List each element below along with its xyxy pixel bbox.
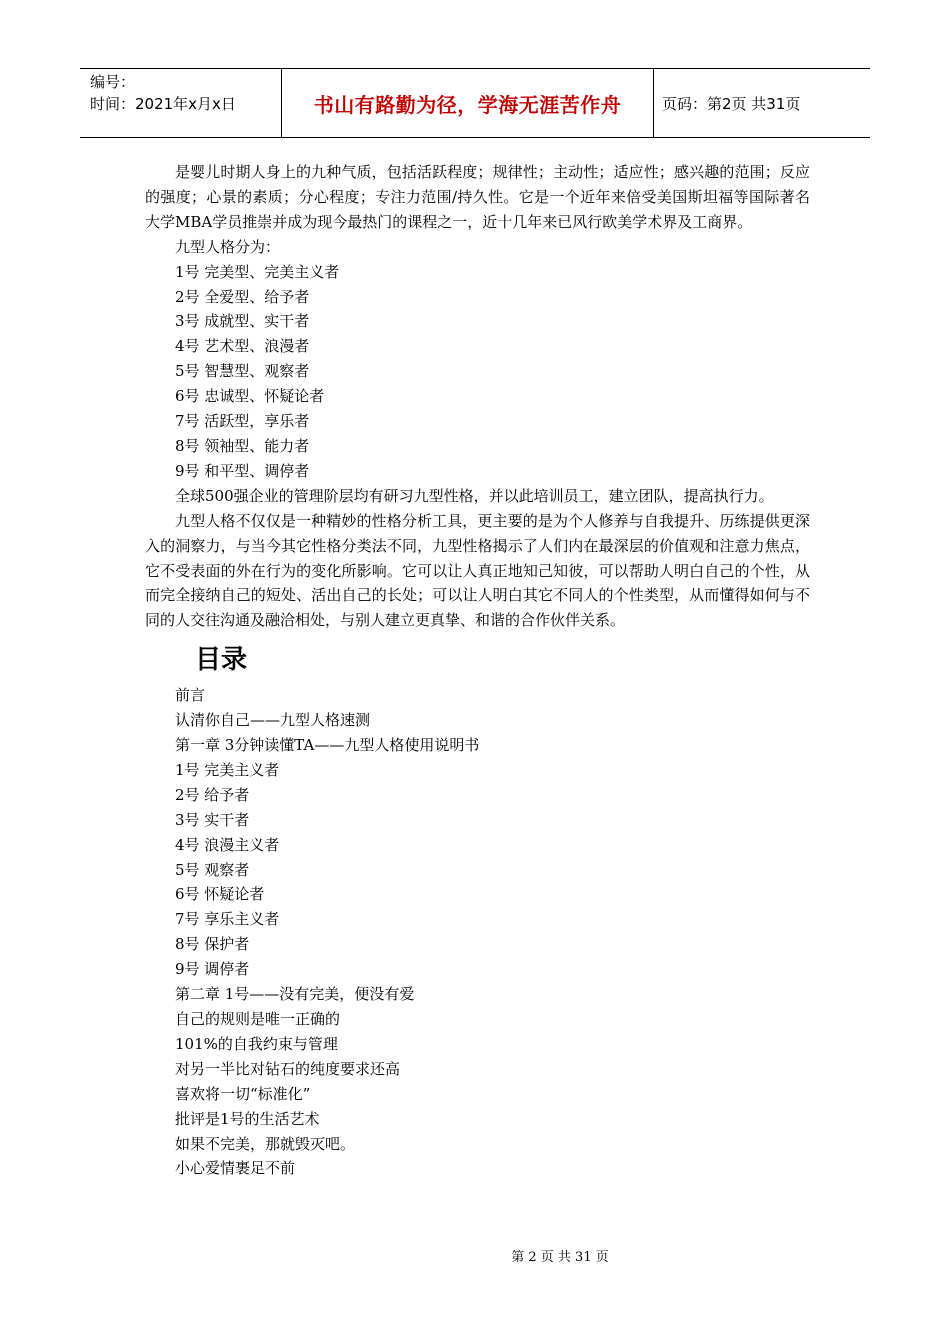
toc-item: 自己的规则是唯一正确的 [175,1010,341,1028]
header-meta [80,69,282,137]
toc-list [145,683,810,1181]
list-item: 6号 忠诚型、怀疑论者 [175,387,325,406]
toc-item: 101%的自我约束与管理 [175,1034,338,1053]
list-item: 7号 活跃型，享乐者 [175,412,310,431]
header-page-info: 页码：第2页 共31页 [662,94,801,113]
document-number-label: 编号： [90,73,136,91]
toc-item: 9号 调停者 [175,960,250,979]
list-item: 4号 艺术型、浪漫者 [175,337,310,356]
toc-item: 第二章 1号——没有完美，便没有爱 [175,985,415,1004]
toc-item: 3号 实干者 [175,810,250,829]
toc-item: 2号 给予者 [175,785,250,804]
toc-item: 8号 保护者 [175,935,250,954]
list-item: 8号 领袖型、能力者 [175,436,310,455]
paragraph-500-strong: 全球500强企业的管理阶层均有研习九型性格，并以此培训员工，建立团队，提高执行力。 [175,486,774,505]
page-footer: 第 2 页 共 31 页 [511,1250,609,1265]
intro-paragraph: 是婴儿时期人身上的九种气质，包括活跃程度；规律性；主动性；适应性；感兴趣的范围；反应的强度；心景的素质；分心程度；专注力范围/持久性。它是一个近年来倍受美国斯坦福等国际著名大学MBA学员推崇并成为现今最热门的课程之一，近十几年来已风行欧美学术界及工商界。 [145,163,810,231]
toc-item: 小心爱情裹足不前 [175,1159,296,1178]
list-item: 9号 和平型、调停者 [175,461,310,480]
toc-item: 4号 浪漫主义者 [175,835,280,854]
toc-item: 对另一半比对钻石的纯度要求还高 [175,1059,401,1078]
toc-item: 前言 [175,686,206,705]
toc-item: 如果不完美，那就毁灭吧。 [175,1134,356,1153]
list-item: 3号 成就型、实干者 [175,312,310,331]
toc-item: 1号 完美主义者 [175,760,280,779]
toc-item: 5号 观察者 [175,860,250,879]
paragraph-enneagram-value: 九型人格不仅仅是一种精妙的性格分析工具，更主要的是为个人修养与自我提升、历练提供更深入的洞察力，与当今其它性格分类法不同，九型性格揭示了人们内在最深层的价值观和注意力焦点，它不受表面的外在行为的变化所影响。它可以让人真正地知己知彼，可以帮助人明白自己的个性，从而完全接纳自己的短处、活出自己的长处；可以让人明白其它不同人的个性类型，从而懂得如何与不同的人交往沟通及融洽相处，与别人建立更真挚、和谐的合作伙伴关系。 [145,511,810,630]
types-list [145,235,810,484]
toc-title: 目录 [195,645,248,676]
toc-item: 认清你自己——九型人格速测 [175,711,371,730]
document-time-label: 时间：2021年x月x日 [90,95,236,113]
document-body [145,160,810,1181]
toc-item: 6号 怀疑论者 [175,885,265,904]
toc-item: 7号 享乐主义者 [175,910,280,929]
header-motto: 书山有路勤为径，学海无涯苦作舟 [282,69,654,137]
toc-item: 批评是1号的生活艺术 [175,1109,320,1128]
toc-item: 第一章 3分钟读懂TA——九型人格使用说明书 [175,736,480,755]
list-item: 1号 完美型、完美主义者 [175,262,340,281]
types-intro: 九型人格分为： [175,237,281,256]
page-header [80,68,870,138]
toc-item: 喜欢将一切“标准化” [175,1084,311,1103]
list-item: 2号 全爱型、给予者 [175,287,310,306]
list-item: 5号 智慧型、观察者 [175,362,310,381]
